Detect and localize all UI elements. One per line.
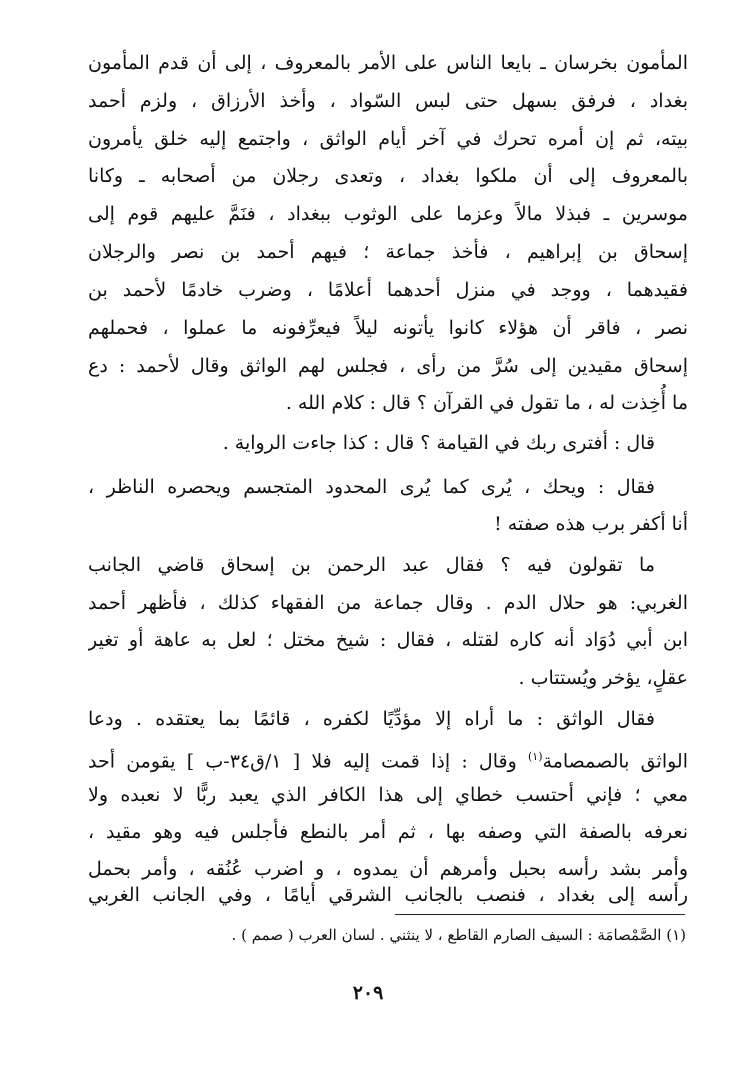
text-line: موسرين ـ فبذلا مالاً وعزما على الوثوب ببغداد ، فنَمَّ عليهم قوم إلى	[88, 203, 688, 225]
paragraph-first-line: فقال : ويحك ، يُرى كما يُرى المحدود المتجسم ويحصره الناظر ،	[88, 476, 655, 498]
text-line: إسحاق مقيدين إلى سُرَّ من رأى ، فجلس لهم الواثق وقال لأحمد : دع	[88, 355, 688, 377]
text-line: ابن أبي دُوَاد أنه كاره لقتله ، فقال : شيخ مختل ؛ لعل به عاهة أو تغير	[88, 629, 688, 651]
paragraph-first-line: ما تقولون فيه ؟ فقال عبد الرحمن بن إسحاق قاضي الجانب	[88, 554, 655, 576]
text-line: عقلٍ، يؤخر ويُستتاب .	[518, 667, 688, 689]
footnote: (١) الصَّمْصامَة : السيف الصارم القاطع ، لا ينثني . لسان العرب ( صمم ) .	[231, 926, 686, 944]
text-line: رأسه إلى بغداد ، فنصب بالجانب الشرقي أيامًا ، وفي الجانب الغربي	[88, 884, 688, 906]
text-line: بالمعروف إلى أن ملكوا بغداد ، وتعدى رجلان من أصحابه ـ وكانا	[88, 165, 688, 187]
text-line: بيته، ثم إن أمره تحرك في آخر أيام الواثق ، واجتمع إليه خلق يأمرون	[88, 128, 688, 150]
footnote-divider	[395, 914, 685, 915]
text-line: الغربي: هو حلال الدم . وقال جماعة من الفقهاء كذلك ، فأظهر أحمد	[88, 592, 688, 614]
text-line: معي ؛ فإني أحتسب خطاي إلى هذا الكافر الذي يعبد ربًّا لا نعبده ولا	[88, 784, 688, 806]
page-number: ٢٠٩	[352, 982, 384, 1004]
text-span: الواثق بالصمصامة	[542, 750, 688, 773]
footnote-reference: (١)	[528, 750, 543, 763]
text-line: وأمر بشد رأسه بحبل وأمرهم أن يمدوه ، و اضرب عُنُقه ، وأمر بحمل	[88, 858, 688, 880]
text-line: بغداد ، فرفق بسهل حتى لبس السّواد ، وأخذ الأرزاق ، ولزم أحمد	[88, 90, 688, 112]
paragraph-first-line: فقال الواثق : ما أراه إلا مؤدِّيًا لكفره ، قائمًا بما يعتقده . ودعا	[88, 708, 655, 730]
text-line: المأمون بخرسان ـ بايعا الناس على الأمر بالمعروف ، إلى أن قدم المأمون	[88, 52, 688, 74]
text-line: ما أُخِذت له ، ما تقول في القرآن ؟ قال : كلام الله .	[285, 392, 688, 414]
text-line: إسحاق بن إبراهيم ، فأخذ جماعة ؛ فيهم أحمد بن نصر والرجلان	[88, 241, 688, 263]
text-line: نعرفه بالصفة التي وصفه بها ، ثم أمر بالنطع فأجلس فيه وهو مقيد ،	[88, 821, 688, 843]
text-line: فقيدهما ، ووجد في منزل أحدهما أعلامًا ، وضرب خادمًا لأحمد بن	[88, 279, 688, 301]
text-line-with-footnote-ref	[88, 738, 688, 776]
paragraph-first-line: قال : أفترى ربك في القيامة ؟ قال : كذا جاءت الرواية .	[222, 432, 655, 454]
text-line: أنا أكفر برب هذه صفته !	[494, 513, 688, 535]
text-span: وقال : إذا قمت إليه فلا [ ١/ق٣٤-ب ] يقومن أحد	[88, 750, 528, 773]
text-line: نصر ، فاقر أن هؤلاء كانوا يأتونه ليلاً فيعرِّفونه ما عملوا ، فحملهم	[88, 317, 688, 339]
